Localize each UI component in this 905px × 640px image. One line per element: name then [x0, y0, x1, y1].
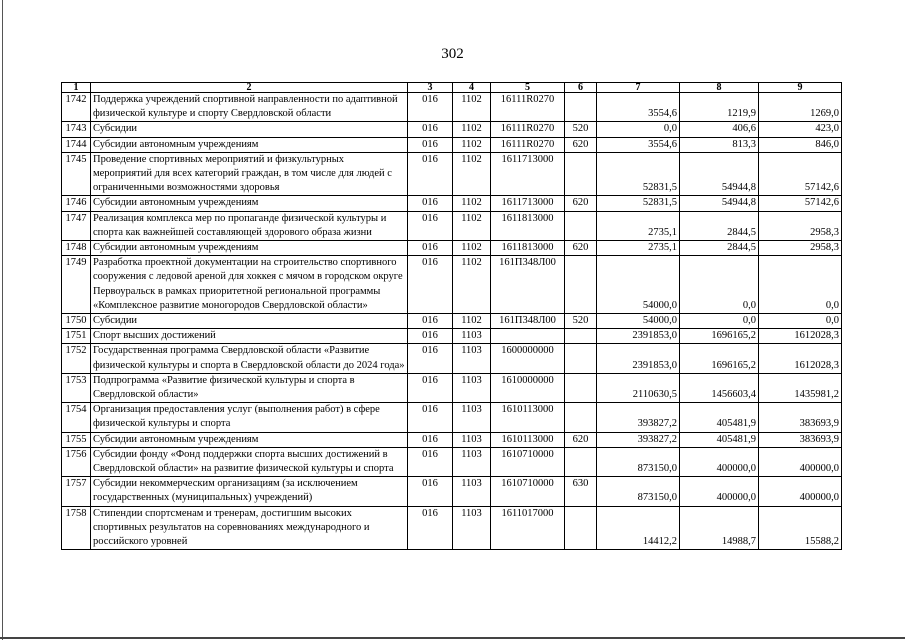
ministry-code-cell: 016 [408, 152, 453, 196]
row-number-cell: 1745 [62, 152, 91, 196]
ministry-code-cell: 016 [408, 432, 453, 447]
row-number-cell: 1753 [62, 373, 91, 402]
table-row [62, 506, 842, 550]
amount-year3-cell: 1612028,3 [759, 329, 842, 344]
ministry-code-cell: 016 [408, 314, 453, 329]
ministry-code-cell: 016 [408, 241, 453, 256]
row-number-cell: 1751 [62, 329, 91, 344]
target-article-cell: 161П348Л00 [491, 314, 565, 329]
row-name-cell: Проведение спортивных мероприятий и физкультурных мероприятий для всех категорий граждан, в том числе для людей с ограниченными возможностями здоровья [91, 152, 408, 196]
row-number-cell: 1744 [62, 137, 91, 152]
row-number-cell: 1755 [62, 432, 91, 447]
expense-type-cell [565, 256, 597, 314]
row-number-cell: 1748 [62, 241, 91, 256]
section-code-cell: 1103 [453, 403, 491, 432]
row-name-cell: Спорт высших достижений [91, 329, 408, 344]
row-number-cell: 1758 [62, 506, 91, 550]
section-code-cell: 1103 [453, 477, 491, 506]
section-code-cell: 1102 [453, 196, 491, 211]
header-cell: 8 [680, 83, 759, 93]
amount-year3-cell: 2958,3 [759, 241, 842, 256]
amount-year2-cell: 400000,0 [680, 477, 759, 506]
expense-type-cell [565, 329, 597, 344]
amount-year1-cell: 2735,1 [597, 211, 680, 240]
row-name-cell: Субсидии фонду «Фонд поддержки спорта высших достижений в Свердловской области» на развитие физической культуры и спорта [91, 447, 408, 476]
amount-year1-cell: 2391853,0 [597, 329, 680, 344]
amount-year1-cell: 52831,5 [597, 196, 680, 211]
row-number-cell: 1757 [62, 477, 91, 506]
amount-year2-cell: 2844,5 [680, 211, 759, 240]
amount-year2-cell: 14988,7 [680, 506, 759, 550]
table-row [62, 447, 842, 476]
target-article-cell: 161П348Л00 [491, 256, 565, 314]
target-article-cell: 1610113000 [491, 403, 565, 432]
ministry-code-cell: 016 [408, 373, 453, 402]
expense-type-cell [565, 403, 597, 432]
table-row [62, 344, 842, 373]
amount-year2-cell: 405481,9 [680, 432, 759, 447]
target-article-cell: 16111R0270 [491, 122, 565, 137]
expense-type-cell [565, 211, 597, 240]
table-row [62, 196, 842, 211]
target-article-cell: 1611713000 [491, 152, 565, 196]
expense-type-cell: 620 [565, 241, 597, 256]
amount-year1-cell: 2110630,5 [597, 373, 680, 402]
ministry-code-cell: 016 [408, 196, 453, 211]
amount-year3-cell: 400000,0 [759, 477, 842, 506]
table-row [62, 373, 842, 402]
ministry-code-cell: 016 [408, 93, 453, 122]
row-name-cell: Субсидии автономным учреждениям [91, 137, 408, 152]
amount-year2-cell: 54944,8 [680, 196, 759, 211]
section-code-cell: 1102 [453, 211, 491, 240]
section-code-cell: 1103 [453, 344, 491, 373]
target-article-cell: 1610000000 [491, 373, 565, 402]
row-number-cell: 1743 [62, 122, 91, 137]
row-name-cell: Реализация комплекса мер по пропаганде физической культуры и спорта как важнейшей составляющей здорового образа жизни [91, 211, 408, 240]
page-number: 302 [441, 46, 464, 62]
amount-year3-cell: 1612028,3 [759, 344, 842, 373]
target-article-cell: 1610710000 [491, 447, 565, 476]
amount-year3-cell: 383693,9 [759, 432, 842, 447]
amount-year1-cell: 3554,6 [597, 137, 680, 152]
expense-type-cell [565, 447, 597, 476]
amount-year2-cell: 405481,9 [680, 403, 759, 432]
amount-year2-cell: 2844,5 [680, 241, 759, 256]
target-article-cell: 16111R0270 [491, 137, 565, 152]
row-number-cell: 1752 [62, 344, 91, 373]
expense-type-cell: 620 [565, 432, 597, 447]
scan-left-edge [2, 0, 3, 640]
amount-year1-cell: 52831,5 [597, 152, 680, 196]
target-article-cell: 1610710000 [491, 477, 565, 506]
row-name-cell: Организация предоставления услуг (выполнения работ) в сфере физической культуры и спорта [91, 403, 408, 432]
header-cell: 6 [565, 83, 597, 93]
table-row [62, 93, 842, 122]
amount-year1-cell: 14412,2 [597, 506, 680, 550]
section-code-cell: 1103 [453, 447, 491, 476]
header-cell: 4 [453, 83, 491, 93]
row-name-cell: Субсидии автономным учреждениям [91, 196, 408, 211]
amount-year2-cell: 400000,0 [680, 447, 759, 476]
amount-year2-cell: 0,0 [680, 256, 759, 314]
table-row [62, 211, 842, 240]
target-article-cell: 1611713000 [491, 196, 565, 211]
ministry-code-cell: 016 [408, 344, 453, 373]
ministry-code-cell: 016 [408, 403, 453, 432]
row-name-cell: Субсидии [91, 314, 408, 329]
amount-year1-cell: 2735,1 [597, 241, 680, 256]
expense-type-cell [565, 373, 597, 402]
amount-year3-cell: 846,0 [759, 137, 842, 152]
amount-year2-cell: 1696165,2 [680, 329, 759, 344]
amount-year1-cell: 873150,0 [597, 447, 680, 476]
amount-year3-cell: 423,0 [759, 122, 842, 137]
table-row [62, 256, 842, 314]
table-row [62, 137, 842, 152]
amount-year2-cell: 1456603,4 [680, 373, 759, 402]
amount-year3-cell: 1269,0 [759, 93, 842, 122]
target-article-cell: 16111R0270 [491, 93, 565, 122]
amount-year1-cell: 3554,6 [597, 93, 680, 122]
amount-year3-cell: 2958,3 [759, 211, 842, 240]
header-cell: 3 [408, 83, 453, 93]
section-code-cell: 1102 [453, 241, 491, 256]
expense-type-cell: 520 [565, 314, 597, 329]
amount-year2-cell: 54944,8 [680, 152, 759, 196]
amount-year3-cell: 0,0 [759, 314, 842, 329]
section-code-cell: 1102 [453, 152, 491, 196]
table-row [62, 241, 842, 256]
row-name-cell: Поддержка учреждений спортивной направленности по адаптивной физической культуре и спорту Свердловской области [91, 93, 408, 122]
row-name-cell: Субсидии автономным учреждениям [91, 432, 408, 447]
ministry-code-cell: 016 [408, 211, 453, 240]
amount-year3-cell: 57142,6 [759, 152, 842, 196]
expense-type-cell: 520 [565, 122, 597, 137]
expense-type-cell: 620 [565, 137, 597, 152]
header-cell: 9 [759, 83, 842, 93]
ministry-code-cell: 016 [408, 506, 453, 550]
ministry-code-cell: 016 [408, 329, 453, 344]
amount-year3-cell: 1435981,2 [759, 373, 842, 402]
amount-year2-cell: 0,0 [680, 314, 759, 329]
table-row [62, 403, 842, 432]
section-code-cell: 1102 [453, 137, 491, 152]
table-row [62, 477, 842, 506]
header-cell: 2 [91, 83, 408, 93]
target-article-cell: 1611813000 [491, 211, 565, 240]
ministry-code-cell: 016 [408, 477, 453, 506]
table-row [62, 152, 842, 196]
expense-type-cell: 630 [565, 477, 597, 506]
amount-year2-cell: 1696165,2 [680, 344, 759, 373]
target-article-cell: 1610113000 [491, 432, 565, 447]
amount-year2-cell: 406,6 [680, 122, 759, 137]
table-row [62, 329, 842, 344]
amount-year1-cell: 393827,2 [597, 432, 680, 447]
expense-type-cell [565, 344, 597, 373]
amount-year3-cell: 400000,0 [759, 447, 842, 476]
section-code-cell: 1103 [453, 432, 491, 447]
ministry-code-cell: 016 [408, 122, 453, 137]
row-number-cell: 1747 [62, 211, 91, 240]
ministry-code-cell: 016 [408, 447, 453, 476]
section-code-cell: 1102 [453, 314, 491, 329]
row-name-cell: Субсидии [91, 122, 408, 137]
target-article-cell: 1611017000 [491, 506, 565, 550]
amount-year1-cell: 54000,0 [597, 256, 680, 314]
section-code-cell: 1102 [453, 93, 491, 122]
row-name-cell: Субсидии автономным учреждениям [91, 241, 408, 256]
row-number-cell: 1754 [62, 403, 91, 432]
target-article-cell: 1600000000 [491, 344, 565, 373]
scan-bottom-edge [0, 637, 905, 639]
row-name-cell: Подпрограмма «Развитие физической культуры и спорта в Свердловской области» [91, 373, 408, 402]
section-code-cell: 1103 [453, 506, 491, 550]
row-number-cell: 1750 [62, 314, 91, 329]
amount-year1-cell: 2391853,0 [597, 344, 680, 373]
budget-table [61, 82, 842, 550]
target-article-cell [491, 329, 565, 344]
header-cell: 7 [597, 83, 680, 93]
table-row [62, 122, 842, 137]
row-number-cell: 1746 [62, 196, 91, 211]
amount-year1-cell: 873150,0 [597, 477, 680, 506]
amount-year1-cell: 0,0 [597, 122, 680, 137]
amount-year3-cell: 15588,2 [759, 506, 842, 550]
table-header-row [62, 83, 842, 93]
expense-type-cell [565, 93, 597, 122]
section-code-cell: 1103 [453, 329, 491, 344]
row-name-cell: Субсидии некоммерческим организациям (за исключением государственных (муниципальных) учреждений) [91, 477, 408, 506]
amount-year1-cell: 393827,2 [597, 403, 680, 432]
expense-type-cell [565, 152, 597, 196]
row-name-cell: Государственная программа Свердловской области «Развитие физической культуры и спорта в Свердловской области до 2024 года» [91, 344, 408, 373]
section-code-cell: 1103 [453, 373, 491, 402]
table-row [62, 314, 842, 329]
amount-year3-cell: 57142,6 [759, 196, 842, 211]
table-row [62, 432, 842, 447]
amount-year3-cell: 0,0 [759, 256, 842, 314]
amount-year2-cell: 1219,9 [680, 93, 759, 122]
ministry-code-cell: 016 [408, 256, 453, 314]
expense-type-cell: 620 [565, 196, 597, 211]
section-code-cell: 1102 [453, 122, 491, 137]
amount-year3-cell: 383693,9 [759, 403, 842, 432]
amount-year2-cell: 813,3 [680, 137, 759, 152]
target-article-cell: 1611813000 [491, 241, 565, 256]
expense-type-cell [565, 506, 597, 550]
ministry-code-cell: 016 [408, 137, 453, 152]
row-name-cell: Стипендии спортсменам и тренерам, достигшим высоких спортивных результатов на соревнованиях международного и российского уровней [91, 506, 408, 550]
row-number-cell: 1742 [62, 93, 91, 122]
section-code-cell: 1102 [453, 256, 491, 314]
row-name-cell: Разработка проектной документации на строительство спортивного сооружения с ледовой ареной для хоккея с мячом в городском округе Первоуральск в рамках приоритетной региональной программы «Комплексное развитие моногородов Свердловской области» [91, 256, 408, 314]
row-number-cell: 1756 [62, 447, 91, 476]
header-cell: 5 [491, 83, 565, 93]
header-cell: 1 [62, 83, 91, 93]
row-number-cell: 1749 [62, 256, 91, 314]
amount-year1-cell: 54000,0 [597, 314, 680, 329]
